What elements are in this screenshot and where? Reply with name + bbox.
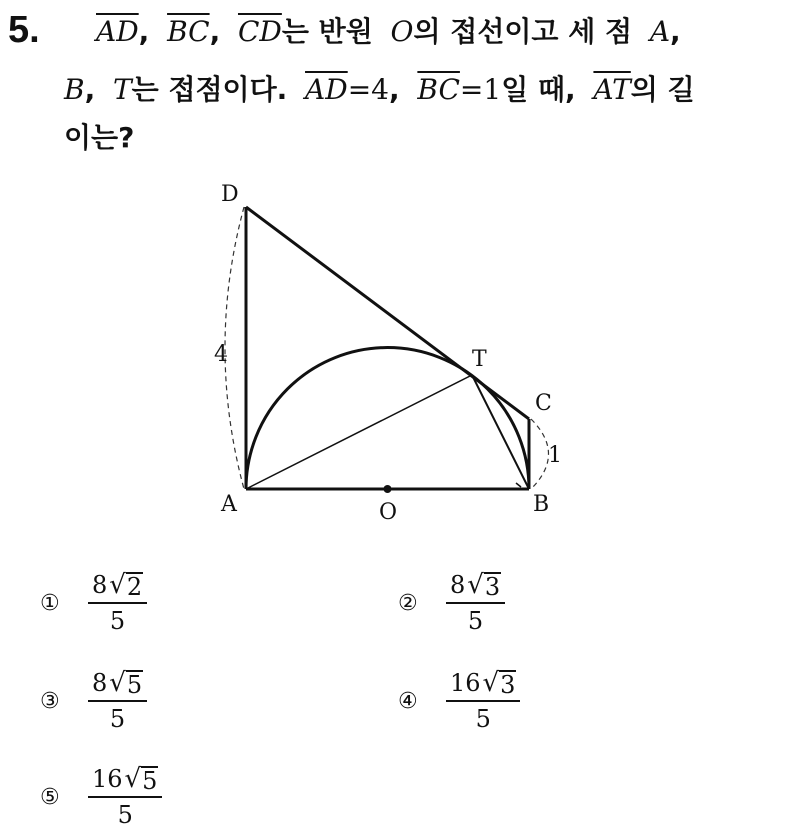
point-t: T: [112, 73, 132, 106]
chord-tb: [472, 375, 529, 489]
choice-fraction: 8 √ 2 5: [88, 570, 147, 636]
choice-marker: ⑤: [40, 784, 60, 810]
choice-marker: ④: [398, 688, 418, 714]
choice-5[interactable]: [40, 760, 162, 834]
question-line-2: B, T는 접점이다. $\overline{AD}=4$, $\overline{BC}=1$일 때, $\overline{AT}$의 길: [64, 73, 695, 106]
sqrt-symbol: √ 2: [109, 570, 143, 601]
choice-fraction: 8 √ 3 5: [446, 570, 505, 636]
question-line-1: $\overline{AD}$, $\overline{BC}$, $\overline{CD}$는 반원 O의 접선이고 세 점 A,: [96, 15, 681, 48]
segment-ad-given: $\overline{AD}$: [305, 73, 348, 106]
center-o: O: [390, 15, 414, 48]
choice-marker: ②: [398, 590, 418, 616]
label-t: T: [472, 347, 487, 372]
sqrt-symbol: √ 3: [467, 570, 501, 601]
point-a: A: [649, 15, 671, 48]
ad-value: =4: [347, 73, 389, 106]
label-b: B: [533, 492, 550, 517]
chord-at: [246, 375, 472, 489]
label-a: A: [221, 492, 237, 517]
choice-1[interactable]: [40, 566, 147, 640]
segment-cd: $\overline{CD}$: [237, 15, 282, 48]
label-o: O: [379, 500, 398, 525]
choice-marker: ③: [40, 688, 60, 714]
sqrt-symbol: √ 3: [482, 668, 516, 699]
segment-bc: $\overline{BC}$: [167, 15, 210, 48]
choice-fraction: 16 √ 3 5: [446, 668, 520, 734]
choice-fraction: 8 √ 5 5: [88, 668, 147, 734]
sqrt-symbol: √ 5: [124, 764, 158, 795]
center-point-o: [384, 485, 392, 493]
measure-arc-bc: [531, 419, 549, 489]
choice-4[interactable]: [398, 664, 520, 738]
question-number: 5.: [8, 9, 40, 51]
label-c: C: [535, 391, 552, 416]
point-b: B: [64, 73, 85, 106]
bc-value: =1: [459, 73, 502, 106]
choice-2[interactable]: [398, 566, 505, 640]
choice-marker: ①: [40, 590, 60, 616]
segment-at: $\overline{AT}$: [593, 73, 631, 106]
label-ad-length: 4: [214, 342, 228, 367]
sqrt-symbol: √ 5: [109, 668, 143, 699]
segment-ad: $\overline{AD}$: [96, 15, 139, 48]
label-d: D: [221, 182, 239, 207]
choice-fraction: 16 √ 5 5: [88, 764, 162, 830]
segment-bc-given: $\overline{BC}$: [417, 73, 460, 106]
choice-3[interactable]: [40, 664, 147, 738]
label-bc-length: 1: [548, 443, 562, 468]
angle-mark: [516, 483, 521, 487]
question-line-3: 이는?: [64, 121, 135, 154]
